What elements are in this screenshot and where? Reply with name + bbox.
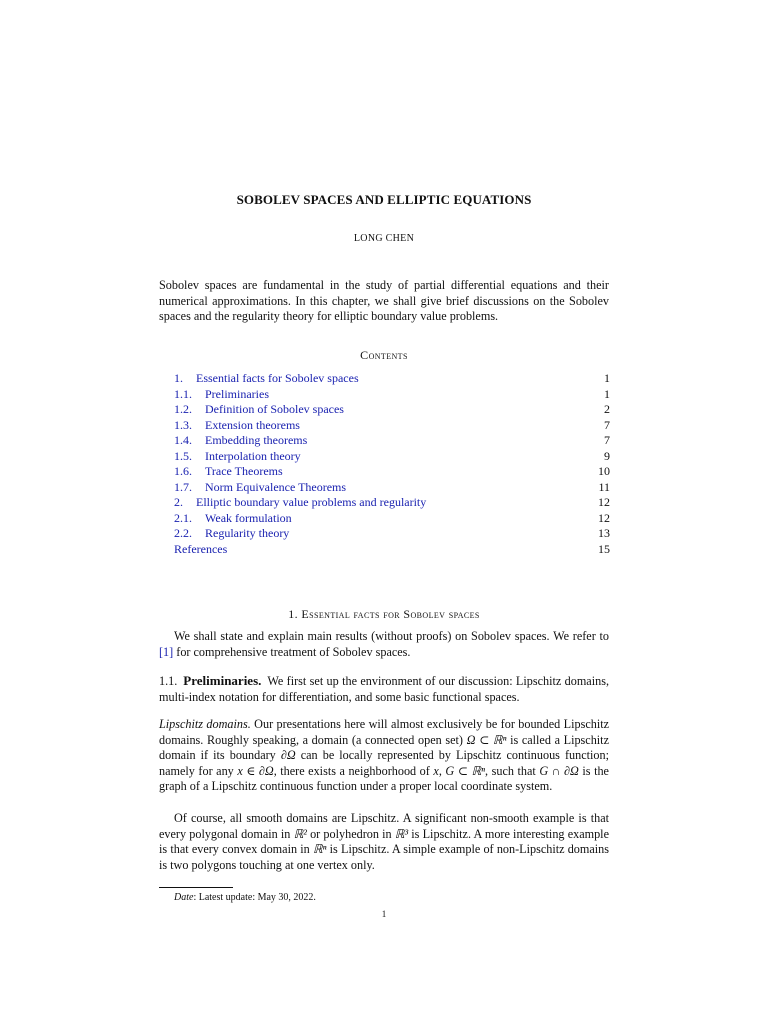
toc-entry[interactable] [174, 402, 610, 418]
toc-entry-page: 2 [604, 402, 610, 416]
lipschitz-paragraph [159, 717, 609, 795]
toc-entry-link[interactable]: Embedding theorems [205, 433, 308, 447]
math-expression: ∂Ω [280, 748, 296, 763]
footnote-rule [159, 887, 233, 888]
page-number: 1 [381, 909, 387, 919]
toc-entry[interactable] [174, 464, 610, 480]
toc-entry-number: 1.4. [174, 433, 192, 447]
toc-entry-page: 11 [598, 479, 610, 494]
toc-entry-number: 2. [174, 495, 183, 509]
text-run: Our presentations here will almost exclusively be for bounded Lipschitz domains. Roughly speaking, a domain (a connected open set) [159, 717, 610, 747]
math-expression: x ∈ ∂Ω [237, 763, 274, 778]
toc-entry-link[interactable]: Interpolation theory [205, 448, 301, 463]
toc-entry-page: 12 [598, 495, 610, 509]
section-intro [159, 629, 609, 660]
toc-entry-page: 7 [604, 417, 610, 432]
math-expression: ℝ² [293, 826, 307, 841]
toc-entry-number: 1.3. [174, 417, 192, 432]
table-of-contents [174, 371, 610, 557]
toc-entry[interactable] [174, 542, 610, 558]
text-run: , there exists a neighborhood of [273, 763, 434, 778]
toc-entry-link[interactable]: Definition of Sobolev spaces [205, 402, 344, 416]
examples-paragraph [159, 811, 609, 873]
footnote [174, 892, 316, 903]
toc-entry[interactable] [174, 449, 610, 465]
text-run: , [438, 763, 446, 778]
math-expression: x [433, 763, 439, 778]
toc-entry-page: 9 [604, 448, 610, 463]
toc-entry-number: 1.1. [174, 386, 192, 401]
toc-entry-link[interactable]: Norm Equivalence Theorems [205, 479, 347, 494]
toc-entry-link[interactable]: Elliptic boundary value problems and regularity [196, 495, 427, 509]
contents-heading: Contents [360, 348, 408, 362]
toc-entry-link[interactable]: References [174, 541, 228, 556]
preliminaries-paragraph [159, 673, 609, 705]
math-expression: Ω ⊂ ℝⁿ [466, 732, 507, 747]
abstract: Sobolev spaces are fundamental in the study of partial differential equations and their numerical approximations. In this chapter, we shall give brief discussions on the Sobolev spaces and the regularity theory for elliptic boundary value problems. [159, 278, 609, 324]
citation-link[interactable]: [1] [159, 644, 174, 659]
text-run: is the graph of a Lipschitz continuous function under a proper local coordinate system. [159, 763, 609, 794]
toc-entry-number: 1.7. [174, 479, 192, 494]
text-run: is Lipschitz. A simple example of non-Lipschitz domains is two polygons touching at one vertex only. [159, 842, 610, 872]
toc-entry[interactable] [174, 480, 610, 496]
toc-entry-number: 1.6. [174, 464, 192, 478]
math-expression: G ∩ ∂Ω [539, 763, 579, 778]
text-run: Of course, all smooth domains are Lipschitz. A significant non-smooth example is that every polygonal domain in [159, 811, 609, 841]
toc-entry-number: 1.2. [174, 402, 192, 416]
toc-entry-page: 12 [598, 510, 610, 525]
toc-entry-page: 15 [598, 541, 610, 556]
math-expression: ℝⁿ [312, 842, 327, 857]
toc-entry[interactable] [174, 387, 610, 403]
toc-entry-number: 1.5. [174, 448, 192, 463]
footnote-text: : Latest update: May 30, 2022. [193, 892, 316, 903]
subsection-title: Preliminaries. [183, 673, 262, 688]
paragraph-title: Lipschitz domains. [159, 717, 251, 731]
toc-entry[interactable] [174, 371, 610, 387]
intro-text-after: for comprehensive treatment of Sobolev spaces. [173, 644, 411, 659]
toc-entry[interactable] [174, 511, 610, 527]
section-heading: 1. Essential facts for Sobolev spaces [288, 607, 480, 621]
footnote-label: Date [174, 892, 194, 903]
toc-entry[interactable] [174, 433, 610, 449]
text-run: , such that [485, 763, 540, 778]
author-name: LONG CHEN [353, 233, 415, 244]
toc-entry-page: 7 [604, 433, 610, 447]
toc-entry-link[interactable]: Extension theorems [205, 417, 300, 432]
toc-entry-link[interactable]: Weak formulation [205, 510, 292, 525]
toc-entry[interactable] [174, 418, 610, 434]
toc-entry-page: 1 [604, 371, 610, 385]
toc-entry-page: 13 [598, 526, 610, 540]
toc-entry-page: 1 [604, 386, 610, 401]
math-expression: ℝ³ [394, 826, 409, 841]
toc-entry-number: 2.2. [174, 526, 192, 540]
text-run: is Lipschitz. A more interesting example is that every convex domain in [159, 826, 609, 857]
intro-text-before: We shall state and explain main results (without proofs) on Sobolev spaces. We refer to [174, 629, 609, 643]
toc-entry-link[interactable]: Regularity theory [205, 526, 290, 540]
toc-entry-link[interactable]: Essential facts for Sobolev spaces [196, 371, 359, 385]
preliminaries-text: We first set up the environment of our discussion: Lipschitz domains, multi-index notation for differentiation, and some basic functional spaces. [159, 674, 609, 704]
text-run: can be locally represented by Lipschitz continuous function; namely for any [159, 748, 609, 778]
toc-entry[interactable] [174, 495, 610, 511]
toc-entry-link[interactable]: Trace Theorems [205, 464, 283, 478]
paper-title: SOBOLEV SPACES AND ELLIPTIC EQUATIONS [236, 192, 532, 207]
toc-entry-link[interactable]: Preliminaries [205, 386, 269, 401]
text-run: is called a Lipschitz domain if its boundary [159, 732, 609, 763]
toc-entry-page: 10 [598, 464, 610, 478]
toc-entry-number: 1. [174, 371, 183, 385]
toc-entry[interactable] [174, 526, 610, 542]
toc-entry-number: 2.1. [174, 510, 192, 525]
text-run: or polyhedron in [306, 826, 395, 841]
math-expression: G ⊂ ℝⁿ [445, 763, 486, 778]
subsection-number: 1.1. [159, 674, 178, 688]
